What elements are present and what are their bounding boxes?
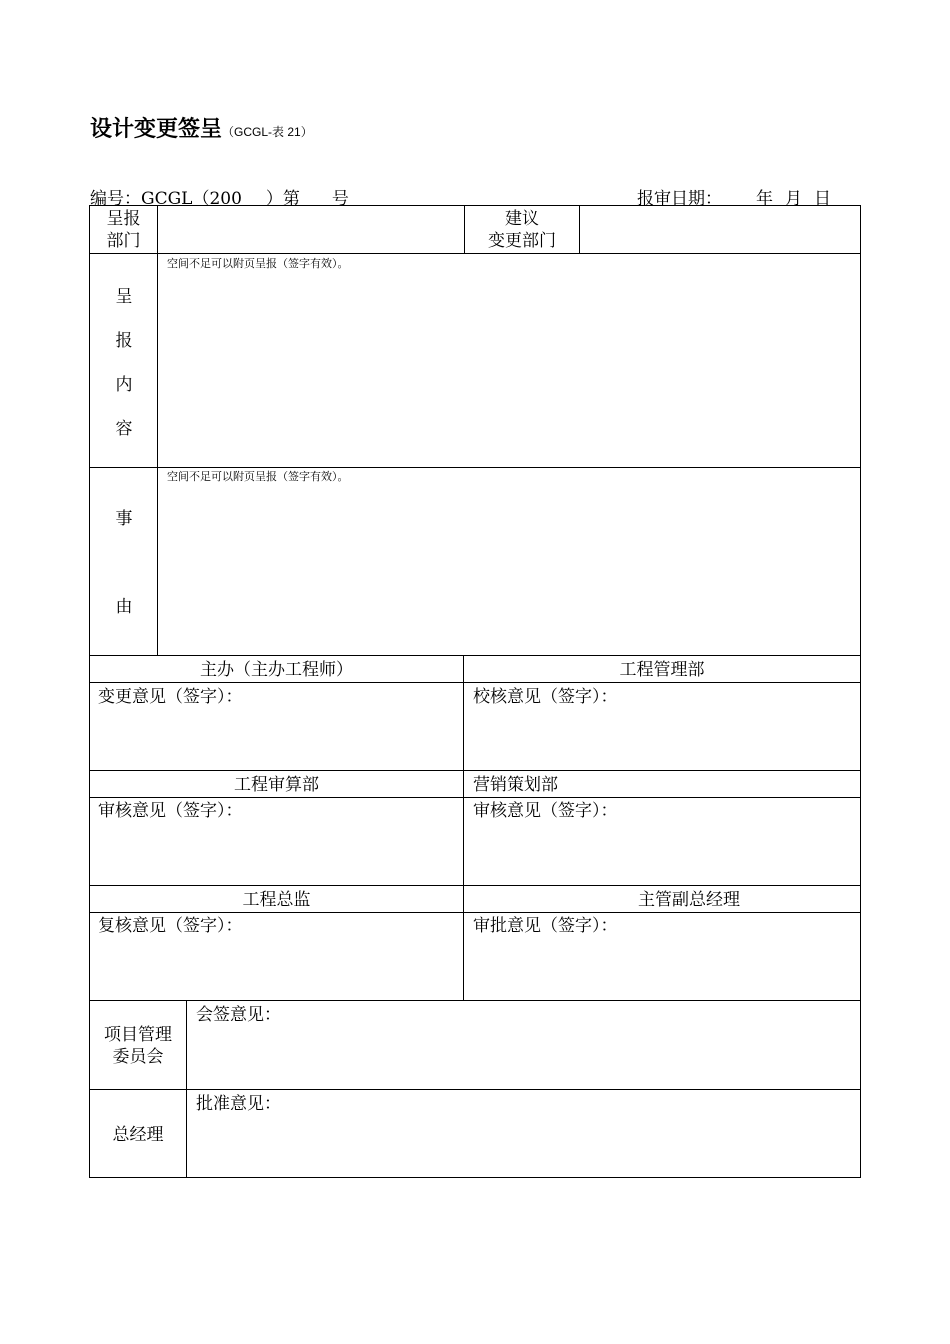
- column-divider: [579, 205, 580, 253]
- reason-note: 空间不足可以附页呈报（签字有效）。: [167, 470, 349, 483]
- dept-label-line2: 部门: [106, 231, 141, 251]
- reason-char: 事: [115, 509, 133, 529]
- gm-opinion: 批准意见：: [196, 1094, 281, 1114]
- date-label: 报审日期：: [637, 189, 722, 209]
- suggest-dept-label: [465, 208, 579, 252]
- opinion-label: 校核意见（签字）：: [473, 687, 618, 707]
- committee-label-line1: 项目管理: [104, 1025, 172, 1045]
- section-header: 工程审算部: [234, 775, 319, 795]
- form-title-main: 设计变更签呈: [90, 117, 223, 142]
- date-year: 年: [756, 189, 773, 209]
- row-divider: [89, 253, 861, 254]
- date-day: 日: [814, 189, 831, 209]
- number-prefix: 编号：GCGL（200: [90, 189, 242, 209]
- reason-char: 由: [115, 597, 133, 617]
- number-suffix: 号: [331, 189, 349, 209]
- row-divider: [89, 885, 861, 886]
- content-char: 容: [115, 419, 133, 439]
- opinion-label: 复核意见（签字）：: [98, 916, 243, 936]
- opinion-label: 审核意见（签字）：: [473, 801, 618, 821]
- dept-label: [90, 208, 157, 252]
- section-header: 主管副总经理: [638, 890, 740, 910]
- content-char: 内: [115, 375, 133, 395]
- committee-opinion: 会签意见：: [196, 1005, 281, 1025]
- row-divider: [89, 1089, 861, 1090]
- form-code: （GCGL-表 21）: [222, 125, 313, 139]
- opinion-label: 变更意见（签字）：: [98, 687, 243, 707]
- section-header: 工程管理部: [619, 660, 705, 680]
- section-header: 营销策划部: [473, 775, 558, 795]
- form-title: [90, 112, 313, 143]
- row-divider: [89, 467, 861, 468]
- committee-label-line2: 委员会: [112, 1047, 164, 1067]
- suggest-dept-line1: 建议: [505, 209, 539, 229]
- section-header: 主办（主办工程师）: [200, 660, 353, 680]
- gm-label: 总经理: [112, 1125, 164, 1145]
- row-divider: [89, 797, 861, 798]
- content-char: 呈: [115, 287, 133, 307]
- dept-label-line1: 呈报: [106, 209, 141, 229]
- row-divider: [89, 655, 861, 656]
- section-header: 工程总监: [242, 890, 311, 910]
- column-divider: [463, 655, 464, 1000]
- committee-label: [90, 1024, 186, 1068]
- row-divider: [89, 912, 861, 913]
- content-note: 空间不足可以附页呈报（签字有效）。: [167, 257, 349, 270]
- opinion-label: 审核意见（签字）：: [98, 801, 243, 821]
- column-divider: [186, 1000, 187, 1178]
- row-divider: [89, 682, 861, 683]
- number-mid: ）第: [265, 189, 300, 209]
- row-divider: [89, 770, 861, 771]
- date-month: 月: [785, 189, 802, 209]
- content-char: 报: [115, 331, 133, 351]
- suggest-dept-line2: 变更部门: [488, 231, 556, 251]
- row-divider: [89, 1000, 861, 1001]
- opinion-label: 审批意见（签字）：: [473, 916, 618, 936]
